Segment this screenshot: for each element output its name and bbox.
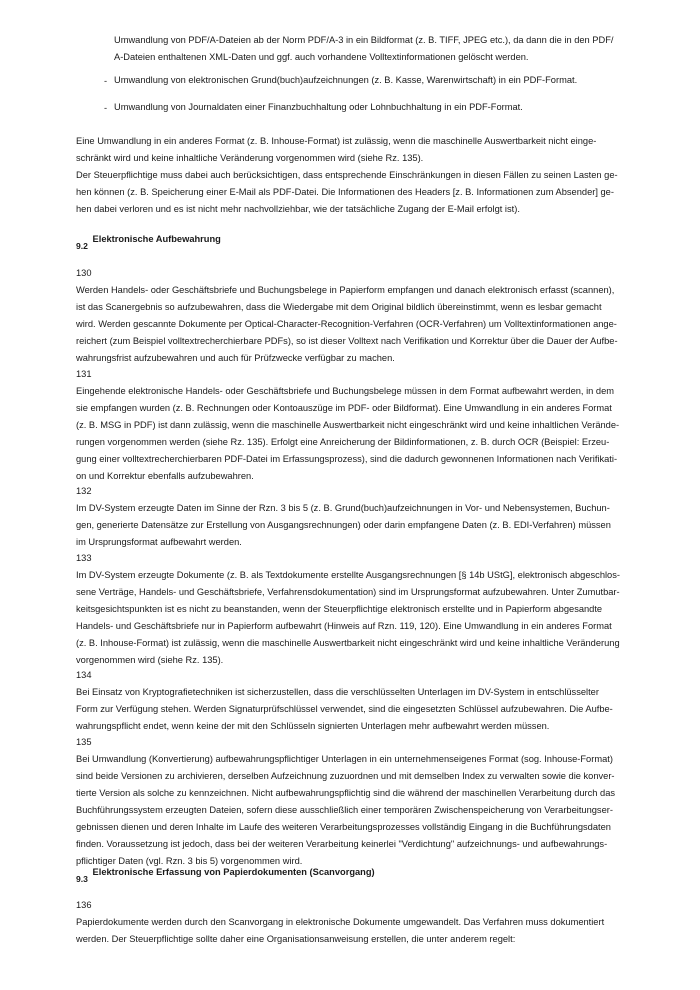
- section-heading-9-3: [76, 867, 375, 884]
- section-number: 9.3: [76, 874, 88, 884]
- text-line: hen dabei verloren und es ist nicht mehr nachvollziehbar, wie der tatsächliche Zugang der E-Mail erfolgt ist).: [76, 204, 520, 214]
- text-line: (z. B. Inhouse-Format) ist zulässig, wenn die maschinelle Auswertbarkeit nicht eingeschränkt wird und keine inhaltliche Veränderung: [76, 638, 620, 648]
- text-line: Eine Umwandlung in ein anderes Format (z. B. Inhouse-Format) ist zulässig, wenn die maschinelle Auswertbarkeit nicht einge-: [76, 136, 597, 146]
- text-line: Umwandlung von elektronischen Grund(buch)aufzeichnungen (z. B. Kasse, Warenwirtschaft) in ein PDF-Format.: [114, 75, 578, 85]
- text-line: werden. Der Steuerpflichtige sollte daher eine Organisationsanweisung erstellen, die unter anderem regelt:: [76, 934, 516, 944]
- text-line: hen können (z. B. Speicherung einer E-Mail als PDF-Datei. Die Informationen des Headers [z. B. Informationen zum Absender] ge-: [76, 187, 614, 197]
- section-title: Elektronische Aufbewahrung: [92, 234, 221, 244]
- paragraph-rz-132: [76, 500, 632, 551]
- text-line: Im DV-System erzeugte Daten im Sinne der Rzn. 3 bis 5 (z. B. Grund(buch)aufzeichnungen in Vor- und Nebensystemen, Buchun-: [76, 503, 610, 513]
- text-line: keitsgesichtspunkten ist es nicht zu beanstanden, wenn der Steuerpflichtige elektronisch erstellte und in Papierform abgesandte: [76, 604, 603, 614]
- text-line: wahrungspflicht endet, wenn keine der mit den Schlüsseln signierten Unterlagen mehr aufbewahrt werden müssen.: [76, 721, 550, 731]
- text-line: on und Korrektur ebenfalls aufzubewahren.: [76, 471, 254, 481]
- bullet-item-journal-conversion: [114, 99, 634, 116]
- paragraph-rz-135: [76, 751, 632, 870]
- section-heading-9-2: [76, 234, 221, 251]
- text-line: Papierdokumente werden durch den Scanvorgang in elektronische Dokumente umgewandelt. Das Verfahren muss dokumentiert: [76, 917, 605, 927]
- margin-number-136: 136: [76, 900, 92, 910]
- margin-number-135: 135: [76, 737, 92, 747]
- text-line: (z. B. MSG in PDF) ist dann zulässig, wenn die maschinelle Auswertbarkeit nicht eingeschränkt wird und keine inhaltlichen Verände-: [76, 420, 620, 430]
- text-line: Werden Handels- oder Geschäftsbriefe und Buchungsbelege in Papierform empfangen und danach elektronisch erfasst (scannen),: [76, 285, 615, 295]
- text-line: Buchführungssystem erzeugten Dateien, sofern diese ausschließlich einer temporären Zwischenspeicherung von Verarbeitungser-: [76, 805, 613, 815]
- text-line: rungen vorgenommen werden (siehe Rz. 135). Erfolgt eine Anreicherung der Bildinformationen, z. B. durch OCR (Beispiel: Erzeu-: [76, 437, 610, 447]
- text-line: gen, generierte Datensätze zur Erstellung von Ausgangsrechnungen) oder darin empfangene Daten (z. B. EDI-Verfahren) müssen: [76, 520, 611, 530]
- paragraph-rz-136: [76, 914, 632, 948]
- text-line: Bei Umwandlung (Konvertierung) aufbewahrungspflichtiger Unterlagen in ein unternehmenseigenes Format (sog. Inhouse-Format): [76, 754, 613, 764]
- paragraph-rz-130: [76, 282, 632, 367]
- text-line: Umwandlung von Journaldaten einer Finanzbuchhaltung oder Lohnbuchhaltung in ein PDF-Format.: [114, 102, 523, 112]
- text-line: sene Verträge, Handels- und Geschäftsbriefe, Verfahrensdokumentation) sind im Ursprungsformat aufzubewahren. Unter Zumutbar-: [76, 587, 620, 597]
- text-line: vorgenommen wird (siehe Rz. 135).: [76, 655, 224, 665]
- section-number: 9.2: [76, 241, 88, 251]
- text-line: Der Steuerpflichtige muss dabei auch berücksichtigen, dass entsprechende Einschränkungen in diesen Fällen zu seinen Lasten ge-: [76, 170, 618, 180]
- text-line: Bei Einsatz von Kryptografietechniken ist sicherzustellen, dass die verschlüsselten Unterlagen im DV-System in entschlüsselter: [76, 687, 599, 697]
- paragraph-email-restrictions: [76, 167, 632, 218]
- text-line: finden. Voraussetzung ist jedoch, dass bei der weiteren Verarbeitung keinerlei "Verdichtung" aufzeichnungs- und aufbewahrungs-: [76, 839, 608, 849]
- text-line: ist das Scanergebnis so aufzubewahren, dass die Wiedergabe mit dem Original bildlich übereinstimmt, wenn es lesbar gemacht: [76, 302, 602, 312]
- text-line: Eingehende elektronische Handels- oder Geschäftsbriefe und Buchungsbelege müssen in dem Format aufbewahrt werden, in dem: [76, 386, 614, 396]
- text-line: gung einer volltextrecherchierbaren PDF-Datei im Erfassungsprozess), sind die dadurch gewonnenen Informationen nach Verifikati-: [76, 454, 618, 464]
- bullet-dash-marker: -: [104, 103, 108, 113]
- text-line: tierte Version als solche zu kennzeichnen. Nicht aufbewahrungspflichtig sind die während der maschinellen Verarbeitung durch das: [76, 788, 616, 798]
- text-line: sie empfangen wurden (z. B. Rechnungen oder Kontoauszüge im PDF- oder Bildformat). Eine Umwandlung in ein anderes Format: [76, 403, 612, 413]
- text-line: im Ursprungsformat aufbewahrt werden.: [76, 537, 242, 547]
- text-line: Handels- und Geschäftsbriefe nur in Papierform aufbewahrt (Hinweis auf Rzn. 119, 120). Eine Umwandlung in ein anderes Format: [76, 621, 612, 631]
- paragraph-rz-134: [76, 684, 632, 735]
- margin-number-130: 130: [76, 268, 92, 278]
- margin-number-134: 134: [76, 670, 92, 680]
- text-line: Form zur Verfügung stehen. Werden Signaturprüfschlüssel verwendet, sind die eingesetzten Schlüssel aufzubewahren. Die Aufbe-: [76, 704, 613, 714]
- paragraph-inhouse-format: [76, 133, 632, 167]
- text-line: A-Dateien enthaltenen XML-Daten und ggf. auch vorhandene Volltextinformationen gelöscht werden.: [114, 52, 529, 62]
- paragraph-rz-133: [76, 567, 632, 669]
- text-line: sind beide Versionen zu archivieren, derselben Aufzeichnung zuzuordnen und mit demselben Index zu verwalten sowie die konver-: [76, 771, 615, 781]
- text-line: pflichtiger Daten (vgl. Rzn. 3 bis 5) vorgenommen wird.: [76, 856, 303, 866]
- section-title: Elektronische Erfassung von Papierdokumenten (Scanvorgang): [92, 867, 375, 877]
- text-line: schränkt wird und keine inhaltliche Veränderung vorgenommen wird (siehe Rz. 135).: [76, 153, 424, 163]
- paragraph-rz-131: [76, 383, 632, 485]
- text-line: wahrungsfrist aufzubewahren und auch für Prüfzwecke verfügbar zu machen.: [76, 353, 395, 363]
- text-line: reichert (zum Beispiel volltextrecherchierbare PDFs), so ist dieser Volltext nach Verifikation und Korrektur über die Dauer der Aufbe-: [76, 336, 618, 346]
- bullet-dash-marker: -: [104, 76, 108, 86]
- margin-number-132: 132: [76, 486, 92, 496]
- bullet-item-grundbuch-conversion: [114, 72, 634, 89]
- margin-number-133: 133: [76, 553, 92, 563]
- text-line: Umwandlung von PDF/A-Dateien ab der Norm PDF/A-3 in ein Bildformat (z. B. TIFF, JPEG etc.), da dann die in den PDF/: [114, 35, 614, 45]
- text-line: Im DV-System erzeugte Dokumente (z. B. als Textdokumente erstellte Ausgangsrechnungen [§ 14b UStG], elektronisch abgeschlos-: [76, 570, 620, 580]
- text-line: gebnissen dienen und deren Inhalte im Laufe des weiteren Verarbeitungsprozesses vollständig Eingang in die Buchführungsdaten: [76, 822, 611, 832]
- text-line: wird. Werden gescannte Dokumente per Optical-Character-Recognition-Verfahren (OCR-Verfahren) um Volltextinformationen ange-: [76, 319, 617, 329]
- bullet-item-pdfa-conversion: [114, 32, 634, 66]
- margin-number-131: 131: [76, 369, 92, 379]
